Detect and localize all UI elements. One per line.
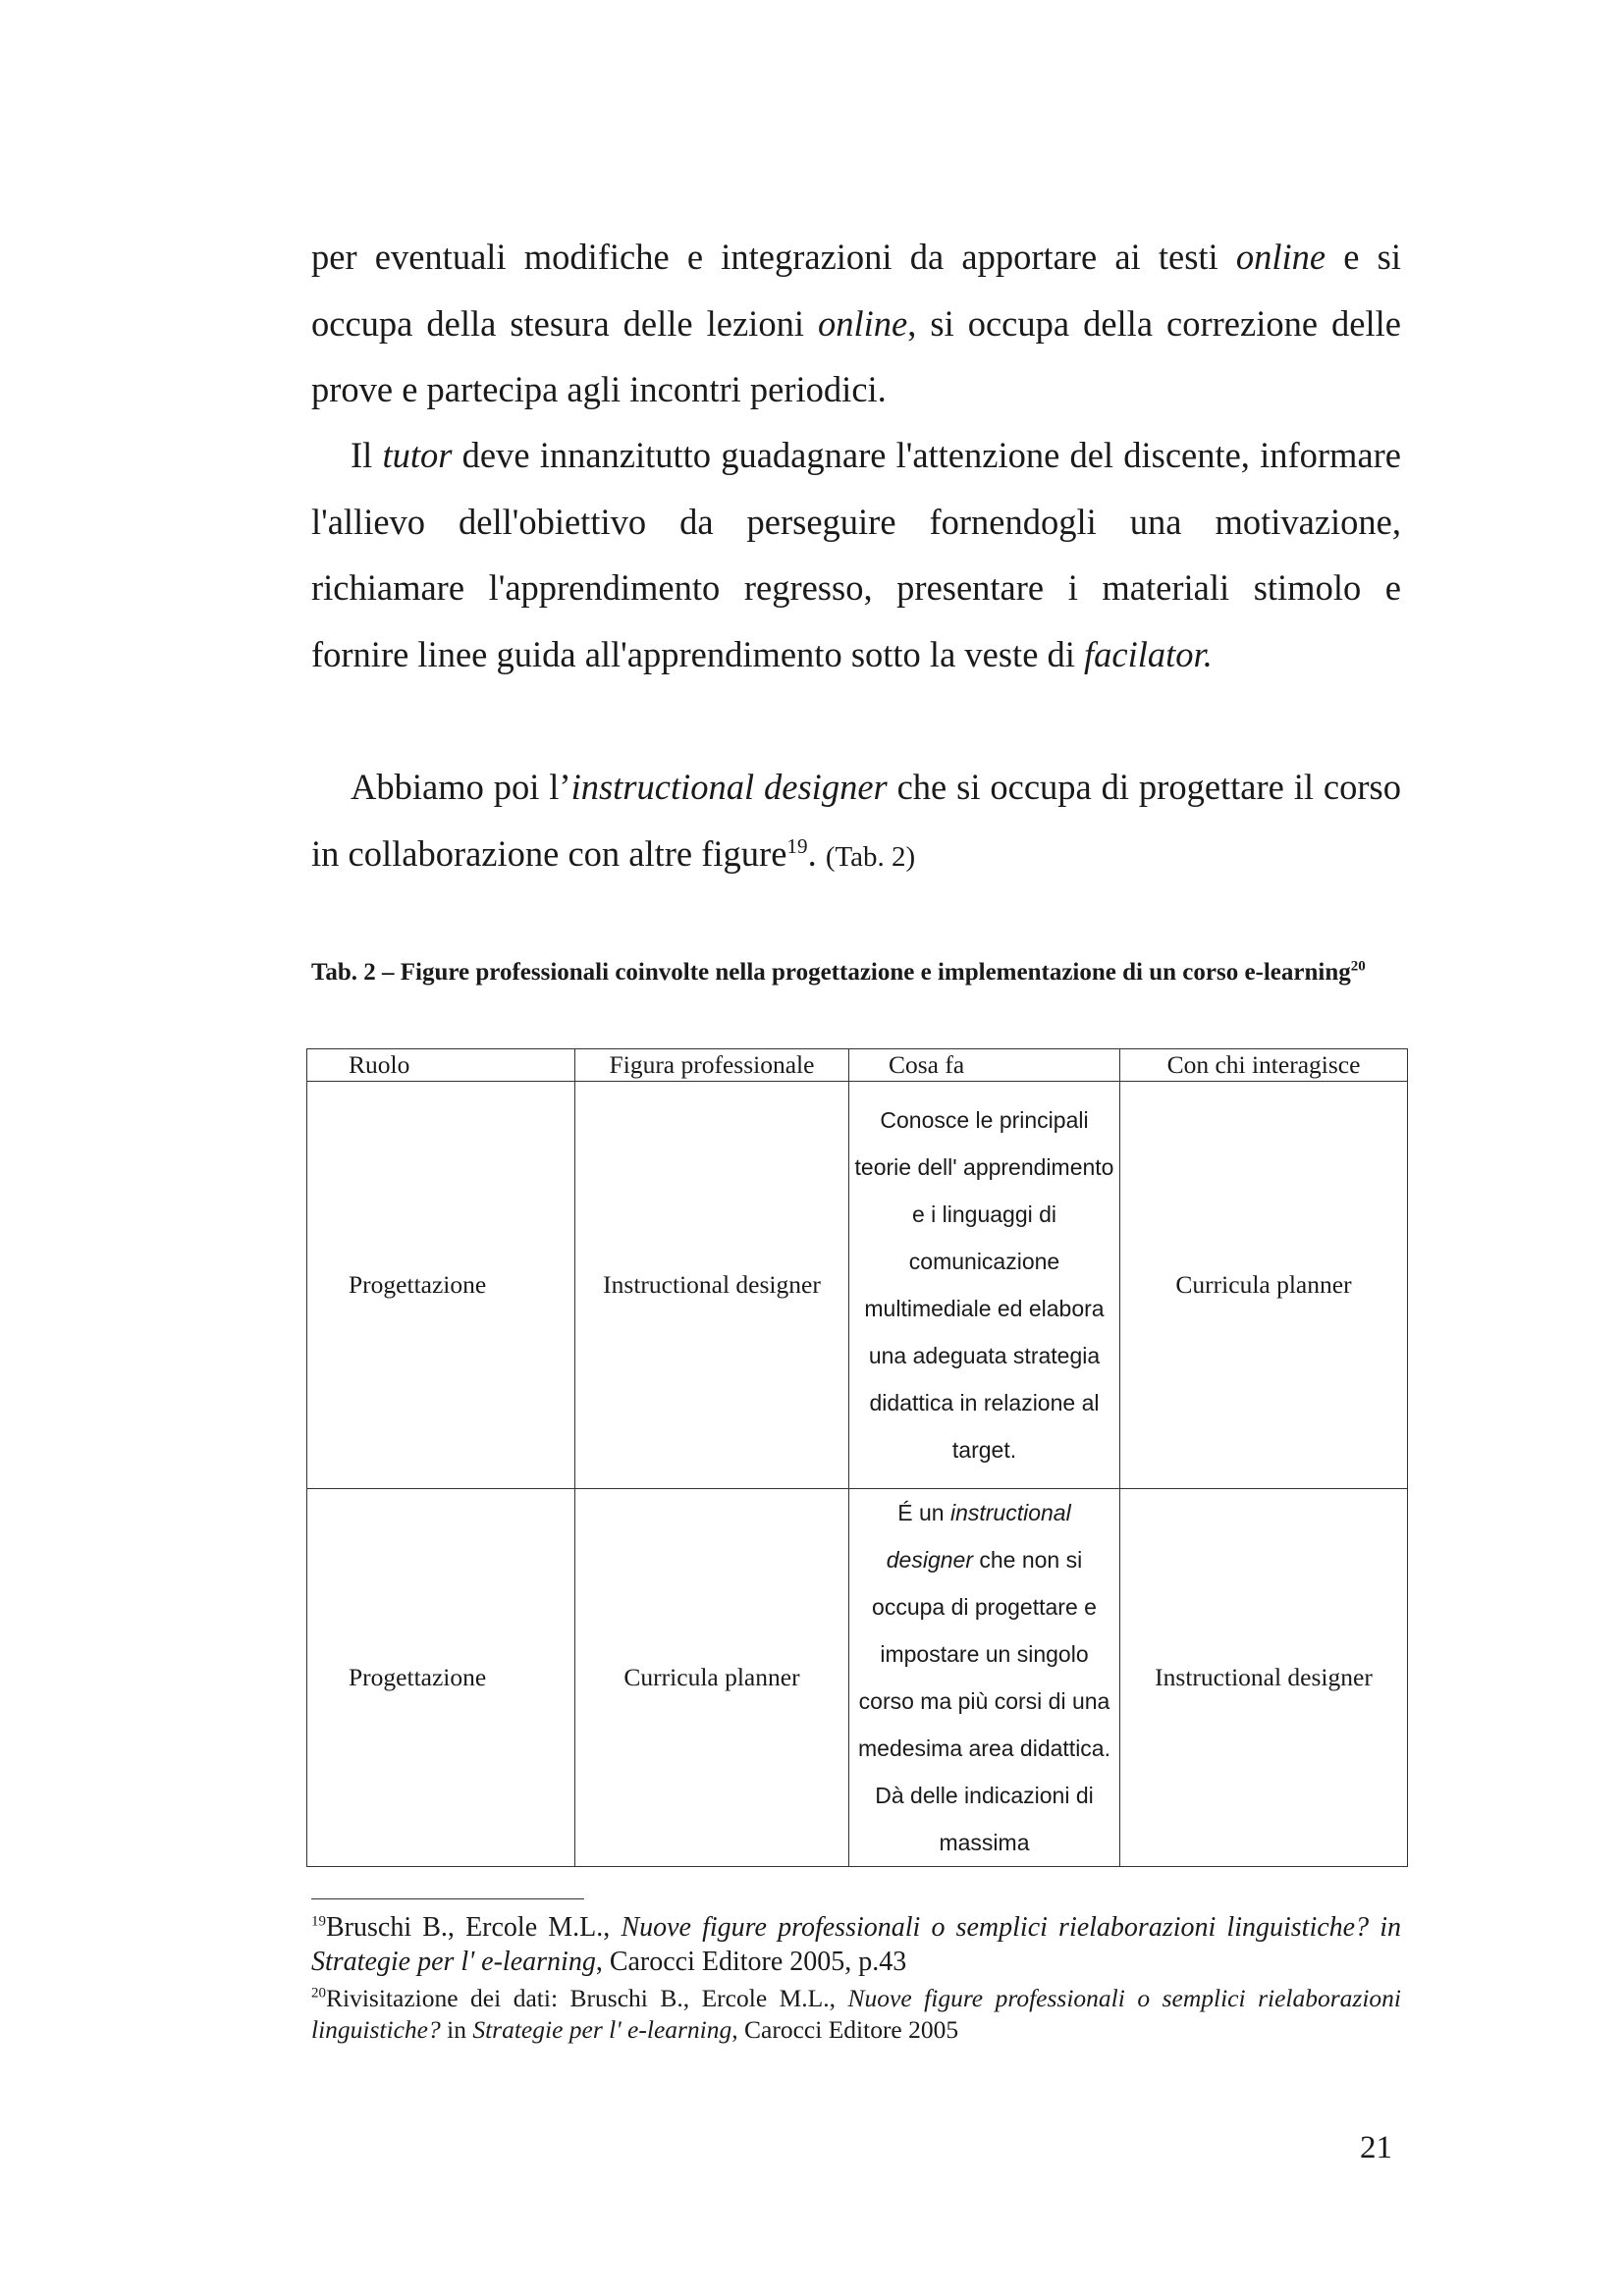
footnote-text <box>311 1984 1401 2044</box>
text-run: Conosce le principali teorie dell' apprendimento e i linguaggi di comunicazione multimediale ed elabora una adeguata strategia didattica in relazione al target. <box>854 1107 1114 1463</box>
text-run: Il <box>351 435 383 475</box>
cell-cosa <box>849 1082 1120 1489</box>
table-header-row <box>307 1049 1408 1082</box>
cell-cosa-text <box>849 1489 1119 1866</box>
table-caption-text: Tab. 2 – Figure professionali coinvolte nella progettazione e implementazione di un corso e-learning <box>311 959 1351 986</box>
cell-figura: Curricula planner <box>575 1489 849 1867</box>
text-run: Bruschi B., Ercole M.L., <box>326 1912 622 1943</box>
page-number: 21 <box>1360 2130 1392 2165</box>
footnote-ref: 19 <box>786 833 808 858</box>
italic-run: Nuove figure professionali o semplici rielaborazioni linguistiche? in Strategie per l' e-learning <box>311 1912 1402 1977</box>
header-chi: Con chi interagisce <box>1120 1049 1408 1082</box>
table-caption <box>311 950 1401 995</box>
footnote-number: 19 <box>311 1913 326 1930</box>
table-caption-note: 20 <box>1350 958 1366 975</box>
text-run: , si occupa della correzione delle prove e partecipa agli incontri periodici. <box>311 302 1401 409</box>
footnote-19 <box>311 1910 1401 1979</box>
paragraph-2 <box>311 422 1401 687</box>
text-run: che si occupa di progettare il corso in collaborazione con altre figure <box>311 767 1401 874</box>
text-run: deve innanzitutto guadagnare l'attenzione del discente, informare l'allievo dell'obiettivo da perseguire fornendogli una motivazione, richiamare l'apprendimento regresso, presentare i materiali stimolo e fornire linee guida all'apprendimento sotto la veste di <box>311 435 1401 674</box>
italic-run: instructional designer <box>570 767 888 807</box>
text-run: Abbiamo poi l’ <box>351 767 571 807</box>
paragraph-1 <box>311 224 1401 423</box>
text-run: e si occupa della stesura delle lezioni <box>311 237 1401 344</box>
header-cosa: Cosa fa <box>849 1049 1120 1082</box>
table-reference: (Tab. 2) <box>825 840 916 873</box>
text-run: in <box>440 2015 473 2044</box>
italic-run: facilator. <box>1084 633 1213 674</box>
text-run: Rivisitazione dei dati: Bruschi B., Ercole M.L., <box>326 1984 848 2012</box>
header-figura: Figura professionale <box>575 1049 849 1082</box>
cell-figura: Instructional designer <box>575 1082 849 1489</box>
paragraph-3 <box>311 754 1401 890</box>
text-run: . <box>807 832 826 874</box>
header-ruolo: Ruolo <box>307 1049 575 1082</box>
text-run: che non si occupa di progettare e impostare un singolo corso ma più corsi di una medesima area didattica. Dà delle indicazioni di massima <box>858 1547 1110 1855</box>
italic-run: online <box>817 302 908 344</box>
text-run: per eventuali modifiche e integrazioni da apportare ai testi <box>311 237 1236 277</box>
table-row <box>307 1082 1408 1489</box>
cell-ruolo: Progettazione <box>307 1489 575 1867</box>
text-run: Carocci Editore 2005 <box>737 2015 959 2044</box>
professional-figures-table <box>306 1048 1408 1867</box>
cell-cosa <box>849 1489 1120 1867</box>
cell-chi: Curricula planner <box>1120 1082 1408 1489</box>
text-run: , Carocci Editore 2005, p.43 <box>595 1947 907 1977</box>
cell-cosa-text <box>849 1096 1119 1473</box>
text-run: É un <box>897 1500 950 1525</box>
footnote-text <box>311 1912 1401 1977</box>
table-row <box>307 1489 1408 1867</box>
footnote-number: 20 <box>311 1985 326 2002</box>
footnote-separator <box>311 1898 584 1899</box>
italic-run: instructional designer <box>886 1500 1071 1573</box>
cell-ruolo: Progettazione <box>307 1082 575 1489</box>
italic-run: Strategie per l' e-learning, <box>472 2015 738 2044</box>
italic-run: online <box>1235 237 1326 277</box>
footnote-20 <box>311 1983 1401 2046</box>
italic-run: tutor <box>382 435 453 475</box>
italic-run: Nuove figure professionali o semplici rielaborazioni linguistiche? <box>311 1984 1401 2044</box>
cell-chi: Instructional designer <box>1120 1489 1408 1867</box>
